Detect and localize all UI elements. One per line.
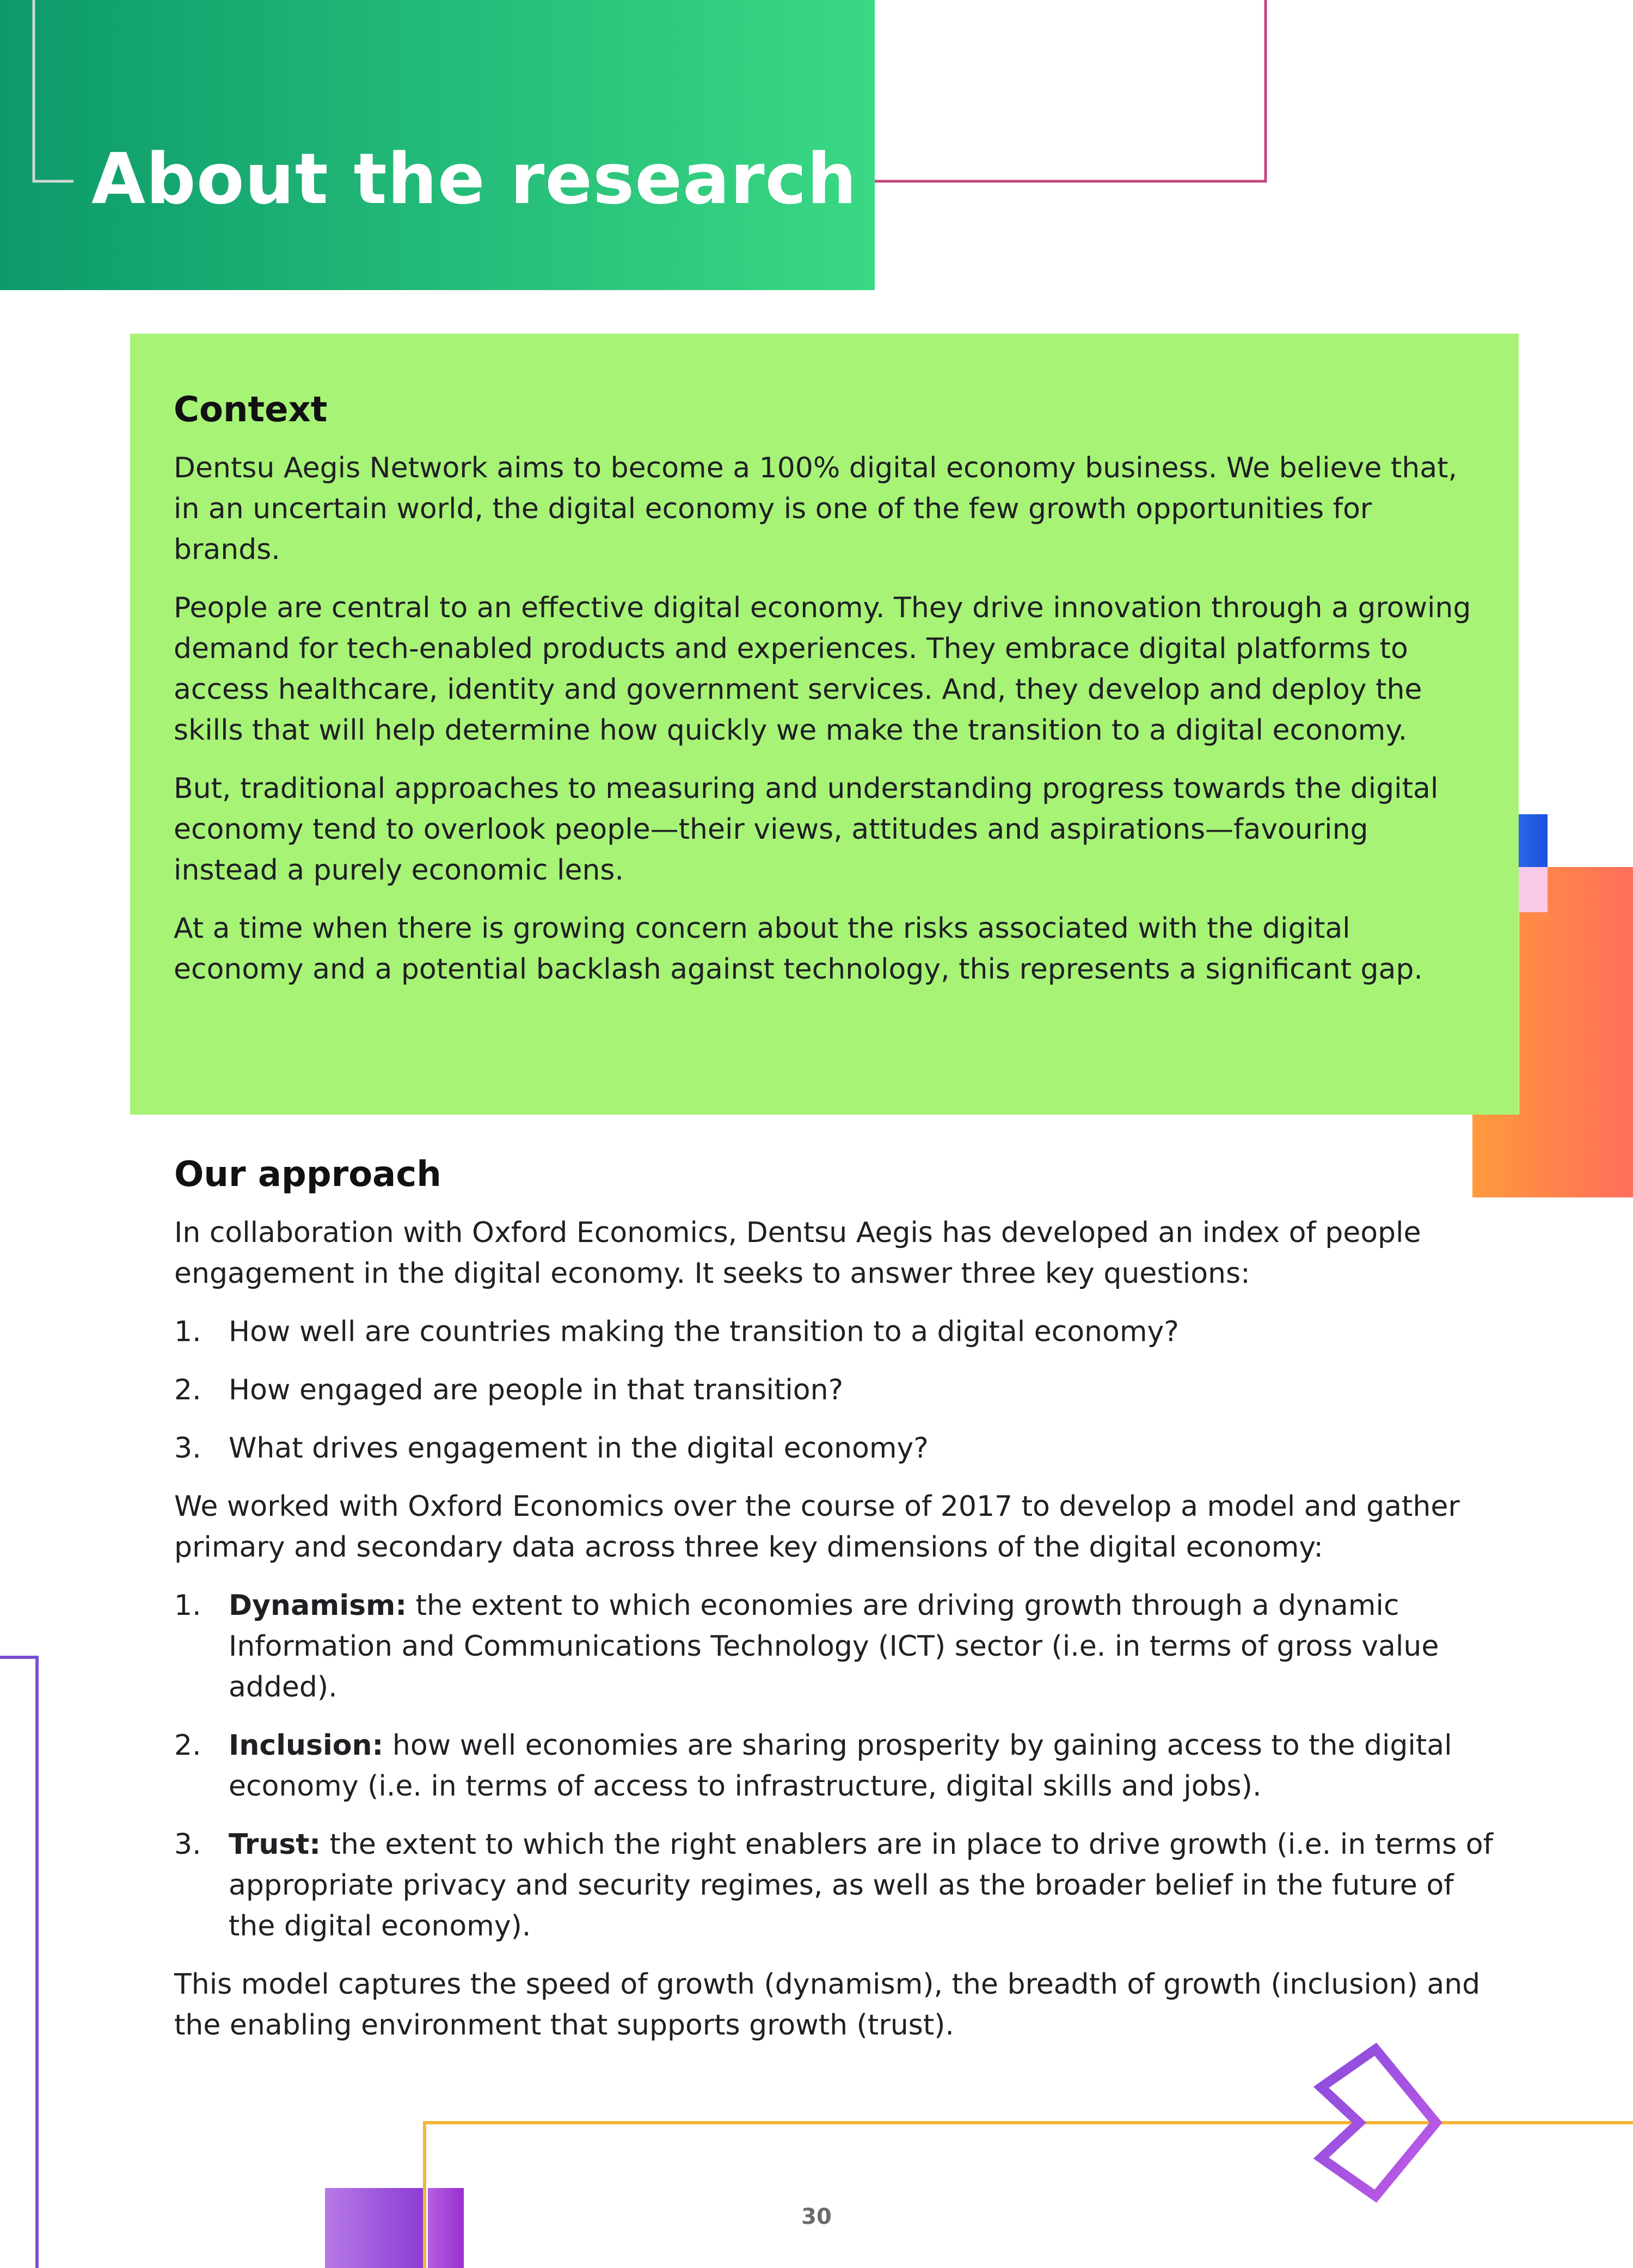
context-paragraph: People are central to an effective digital economy. They drive innovation through a growing demand for tech-enabled products and experiences. They embrace digital platforms to access healthcare, identity and government services. And, they develop and deploy the skills that will help determine how quickly we make the transition to a digital economy. bbox=[174, 592, 1471, 747]
list-text: How engaged are people in that transition? bbox=[229, 1374, 844, 1406]
orange-line bbox=[425, 2123, 1633, 2268]
list-number: 3. bbox=[174, 1432, 201, 1465]
dimensions-list bbox=[174, 1585, 1502, 1947]
list-number: 3. bbox=[174, 1828, 201, 1861]
list-number: 1. bbox=[174, 1589, 201, 1622]
approach-heading: Our approach bbox=[174, 1154, 441, 1195]
pink-line bbox=[875, 0, 1266, 181]
context-heading: Context bbox=[174, 390, 328, 430]
context-paragraph: Dentsu Aegis Network aims to become a 100% digital economy business. We believe that, in an uncertain world, the digital economy is one of the few growth opportunities for brands. bbox=[174, 452, 1457, 566]
model-intro: We worked with Oxford Economics over the course of 2017 to develop a model and gather primary and secondary data across three key dimensions of the digital economy: bbox=[174, 1490, 1460, 1564]
approach-closing: This model captures the speed of growth (dynamism), the breadth of growth (inclusion) and the enabling environment that supports growth (trust). bbox=[174, 1968, 1481, 2042]
page-number: 30 bbox=[801, 2204, 832, 2229]
list-text: How well are countries making the transition to a digital economy? bbox=[229, 1316, 1179, 1348]
dimension-text: the extent to which the right enablers are in place to drive growth (i.e. in terms of appropriate privacy and security regimes, as well as the broader belief in the future of the digital economy). bbox=[229, 1828, 1493, 1943]
list-item bbox=[174, 1725, 1502, 1807]
dimension-term: Inclusion: bbox=[229, 1729, 384, 1762]
list-item bbox=[174, 1824, 1502, 1947]
dimension-text: the extent to which economies are driving growth through a dynamic Information and Communications Technology (ICT) sector (i.e. in terms of gross value added). bbox=[229, 1589, 1439, 1704]
list-item bbox=[174, 1370, 1502, 1411]
context-paragraph: But, traditional approaches to measuring and understanding progress towards the digital economy tend to overlook people—their views, attitudes and aspirations—favouring instead a purely economic lens. bbox=[174, 772, 1439, 887]
header-bracket-line bbox=[34, 0, 73, 181]
purple-block-left bbox=[325, 2188, 423, 2268]
context-paragraph: At a time when there is growing concern about the risks associated with the digital economy and a potential backlash against technology, this represents a significant gap. bbox=[174, 912, 1423, 986]
list-number: 2. bbox=[174, 1374, 201, 1406]
list-item bbox=[174, 1585, 1502, 1708]
list-item bbox=[174, 1428, 1502, 1469]
questions-list bbox=[174, 1312, 1502, 1469]
page-title: About the research bbox=[91, 139, 857, 220]
dimension-text: how well economies are sharing prosperity by gaining access to the digital economy (i.e. in terms of access to infrastructure, digital skills and jobs). bbox=[229, 1729, 1452, 1803]
dimension-term: Dynamism: bbox=[229, 1589, 407, 1622]
list-item bbox=[174, 1312, 1502, 1353]
context-box bbox=[130, 334, 1519, 1115]
purple-line bbox=[0, 1657, 37, 2268]
purple-block-right bbox=[428, 2188, 464, 2268]
list-number: 1. bbox=[174, 1316, 201, 1348]
list-text: What drives engagement in the digital economy? bbox=[229, 1432, 929, 1465]
approach-section bbox=[174, 1153, 1502, 2063]
dimension-term: Trust: bbox=[229, 1828, 321, 1861]
approach-intro: In collaboration with Oxford Economics, Dentsu Aegis has developed an index of people engagement in the digital economy. It seeks to answer three key questions: bbox=[174, 1216, 1421, 1290]
list-number: 2. bbox=[174, 1729, 201, 1762]
